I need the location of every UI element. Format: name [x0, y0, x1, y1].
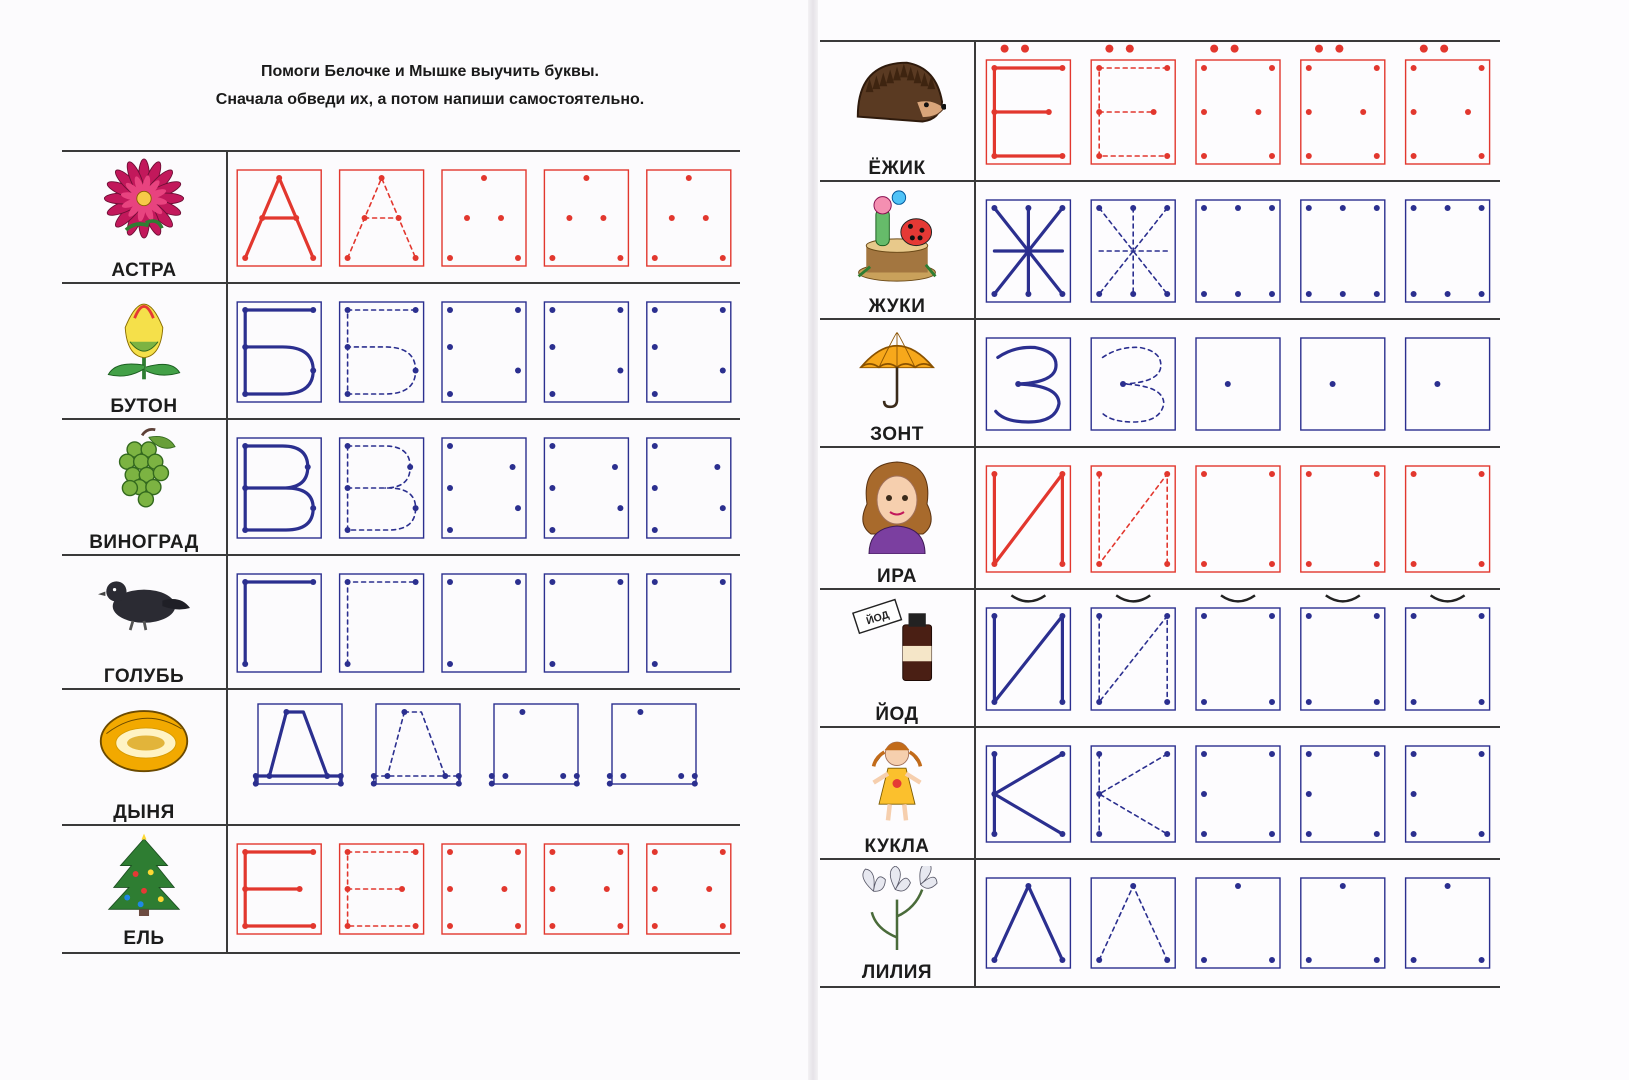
tracing-cell[interactable] — [986, 200, 1070, 302]
tracing-area — [976, 860, 1500, 986]
letter-row — [62, 282, 740, 420]
picture-cell — [820, 320, 976, 448]
tracing-cell[interactable] — [544, 170, 628, 266]
instruction-line-1: Помоги Белочке и Мышке выучить буквы. — [261, 63, 599, 80]
tracing-cell[interactable] — [986, 45, 1070, 164]
hedgehog-icon — [848, 48, 946, 146]
lily-icon — [855, 866, 939, 950]
letter-row — [820, 446, 1500, 590]
tracing-cell[interactable] — [647, 302, 731, 402]
tracing-cell[interactable] — [544, 438, 628, 538]
tracing-cell[interactable] — [237, 844, 321, 934]
picture-cell — [62, 420, 228, 556]
tracing-cell[interactable] — [1091, 200, 1175, 302]
tracing-cell[interactable] — [371, 704, 462, 787]
tracing-cell[interactable] — [442, 170, 526, 266]
tracing-cell[interactable] — [607, 704, 698, 787]
tracing-cell[interactable] — [544, 574, 628, 672]
tracing-cell[interactable] — [340, 574, 424, 672]
tracing-area — [228, 420, 740, 556]
tracing-cell[interactable] — [986, 595, 1070, 710]
tracing-area — [976, 728, 1500, 860]
tracing-cell[interactable] — [647, 574, 731, 672]
picture-word: ЙОД — [875, 704, 919, 725]
tracing-cell[interactable] — [647, 170, 731, 266]
bottle-label: ЙОД — [864, 608, 891, 628]
instruction-line-2: Сначала обведи их, а потом напиши самостоятельно. — [215, 91, 645, 108]
tracing-area — [976, 42, 1500, 182]
tracing-cell[interactable] — [442, 574, 526, 672]
tracing-cell[interactable] — [237, 302, 321, 402]
tracing-cell[interactable] — [544, 302, 628, 402]
tracing-cell[interactable] — [1196, 200, 1280, 302]
tracing-cell[interactable] — [986, 466, 1070, 572]
tracing-cell[interactable] — [237, 170, 321, 266]
tracing-area — [976, 448, 1500, 590]
picture-cell — [62, 152, 228, 284]
picture-word: ЁЖИК — [868, 158, 926, 179]
picture-cell — [820, 860, 976, 986]
letter-row — [820, 858, 1500, 988]
tracing-cell[interactable] — [442, 302, 526, 402]
picture-word: АСТРА — [111, 260, 177, 281]
picture-word: КУКЛА — [864, 836, 930, 857]
letter-row — [62, 824, 740, 954]
tracing-area — [976, 590, 1500, 728]
tracing-cell[interactable] — [986, 338, 1070, 430]
tracing-cell[interactable] — [1406, 338, 1490, 430]
tracing-cell[interactable] — [986, 746, 1070, 842]
tracing-cell[interactable] — [489, 704, 580, 787]
tracing-cell[interactable] — [1091, 45, 1175, 164]
tracing-cell[interactable] — [1301, 746, 1385, 842]
melon-icon — [97, 696, 191, 790]
tracing-cell[interactable] — [237, 438, 321, 538]
tracing-cell[interactable] — [1091, 595, 1175, 710]
tracing-area — [228, 826, 740, 952]
tracing-cell[interactable] — [1091, 466, 1175, 572]
book-gutter — [808, 0, 818, 1080]
letter-row — [820, 40, 1500, 182]
girl-icon — [847, 454, 947, 554]
tracing-cell[interactable] — [1091, 878, 1175, 968]
tracing-cell[interactable] — [1406, 746, 1490, 842]
tracing-cell[interactable] — [340, 170, 424, 266]
iodine-bottle-icon — [849, 596, 945, 692]
flower-bud-icon — [97, 290, 191, 384]
aster-flower-icon — [99, 158, 189, 248]
tracing-cell[interactable] — [1301, 45, 1385, 164]
tracing-cell[interactable] — [1196, 45, 1280, 164]
umbrella-icon — [854, 326, 940, 412]
picture-word: ДЫНЯ — [113, 802, 175, 823]
picture-cell — [62, 690, 228, 826]
tracing-cell[interactable] — [1301, 878, 1385, 968]
picture-cell — [820, 448, 976, 590]
tracing-cell[interactable] — [1406, 200, 1490, 302]
tracing-area — [228, 556, 740, 690]
picture-word: ЕЛЬ — [123, 928, 165, 949]
picture-word: ЛИЛИЯ — [861, 962, 933, 983]
tracing-cell[interactable] — [1301, 595, 1385, 710]
letter-row — [820, 318, 1500, 448]
tracing-cell[interactable] — [1406, 45, 1490, 164]
tracing-cell[interactable] — [442, 844, 526, 934]
tracing-area — [228, 284, 740, 420]
tracing-cell[interactable] — [1196, 466, 1280, 572]
tracing-cell[interactable] — [253, 704, 344, 787]
picture-cell — [62, 284, 228, 420]
picture-cell — [62, 556, 228, 690]
picture-cell — [820, 590, 976, 728]
tracing-cell[interactable] — [237, 574, 321, 672]
tracing-cell[interactable] — [1196, 746, 1280, 842]
picture-word: ЗОНТ — [870, 424, 924, 445]
letter-row — [820, 180, 1500, 320]
letter-row — [62, 418, 740, 556]
tracing-cell[interactable] — [1301, 200, 1385, 302]
tracing-cell[interactable] — [1301, 338, 1385, 430]
tracing-area — [228, 152, 740, 284]
tracing-cell[interactable] — [1301, 466, 1385, 572]
picture-word: ГОЛУБЬ — [103, 666, 185, 687]
picture-word: ЖУКИ — [868, 296, 926, 317]
tracing-cell[interactable] — [1406, 595, 1490, 710]
tracing-cell[interactable] — [340, 438, 424, 538]
tracing-cell[interactable] — [1406, 466, 1490, 572]
tracing-area — [976, 182, 1500, 320]
pigeon-icon — [98, 562, 190, 654]
tracing-cell[interactable] — [1091, 746, 1175, 842]
beetles-icon — [849, 188, 945, 284]
tracing-cell[interactable] — [340, 302, 424, 402]
doll-icon — [852, 734, 942, 824]
picture-cell — [820, 42, 976, 182]
picture-cell — [820, 182, 976, 320]
letter-row — [62, 688, 740, 826]
tracing-area — [976, 320, 1500, 448]
letter-row — [62, 554, 740, 690]
tracing-cell[interactable] — [442, 438, 526, 538]
picture-word: ИРА — [877, 566, 917, 587]
tracing-area — [228, 690, 740, 826]
picture-cell — [62, 826, 228, 952]
tracing-cell[interactable] — [1196, 595, 1280, 710]
letter-row — [62, 150, 740, 284]
tracing-cell[interactable] — [647, 844, 731, 934]
tracing-cell[interactable] — [647, 438, 731, 538]
instructions — [150, 58, 710, 114]
tracing-cell[interactable] — [340, 844, 424, 934]
tracing-cell[interactable] — [1091, 338, 1175, 430]
tracing-cell[interactable] — [986, 878, 1070, 968]
letter-row — [820, 588, 1500, 728]
grapes-icon — [97, 426, 191, 520]
picture-word: БУТОН — [110, 396, 178, 417]
fir-tree-icon — [102, 832, 186, 916]
picture-word: ВИНОГРАД — [89, 532, 199, 553]
letter-row — [820, 726, 1500, 860]
picture-cell — [820, 728, 976, 860]
tracing-cell[interactable] — [1406, 878, 1490, 968]
tracing-cell[interactable] — [1196, 878, 1280, 968]
tracing-cell[interactable] — [544, 844, 628, 934]
tracing-cell[interactable] — [1196, 338, 1280, 430]
